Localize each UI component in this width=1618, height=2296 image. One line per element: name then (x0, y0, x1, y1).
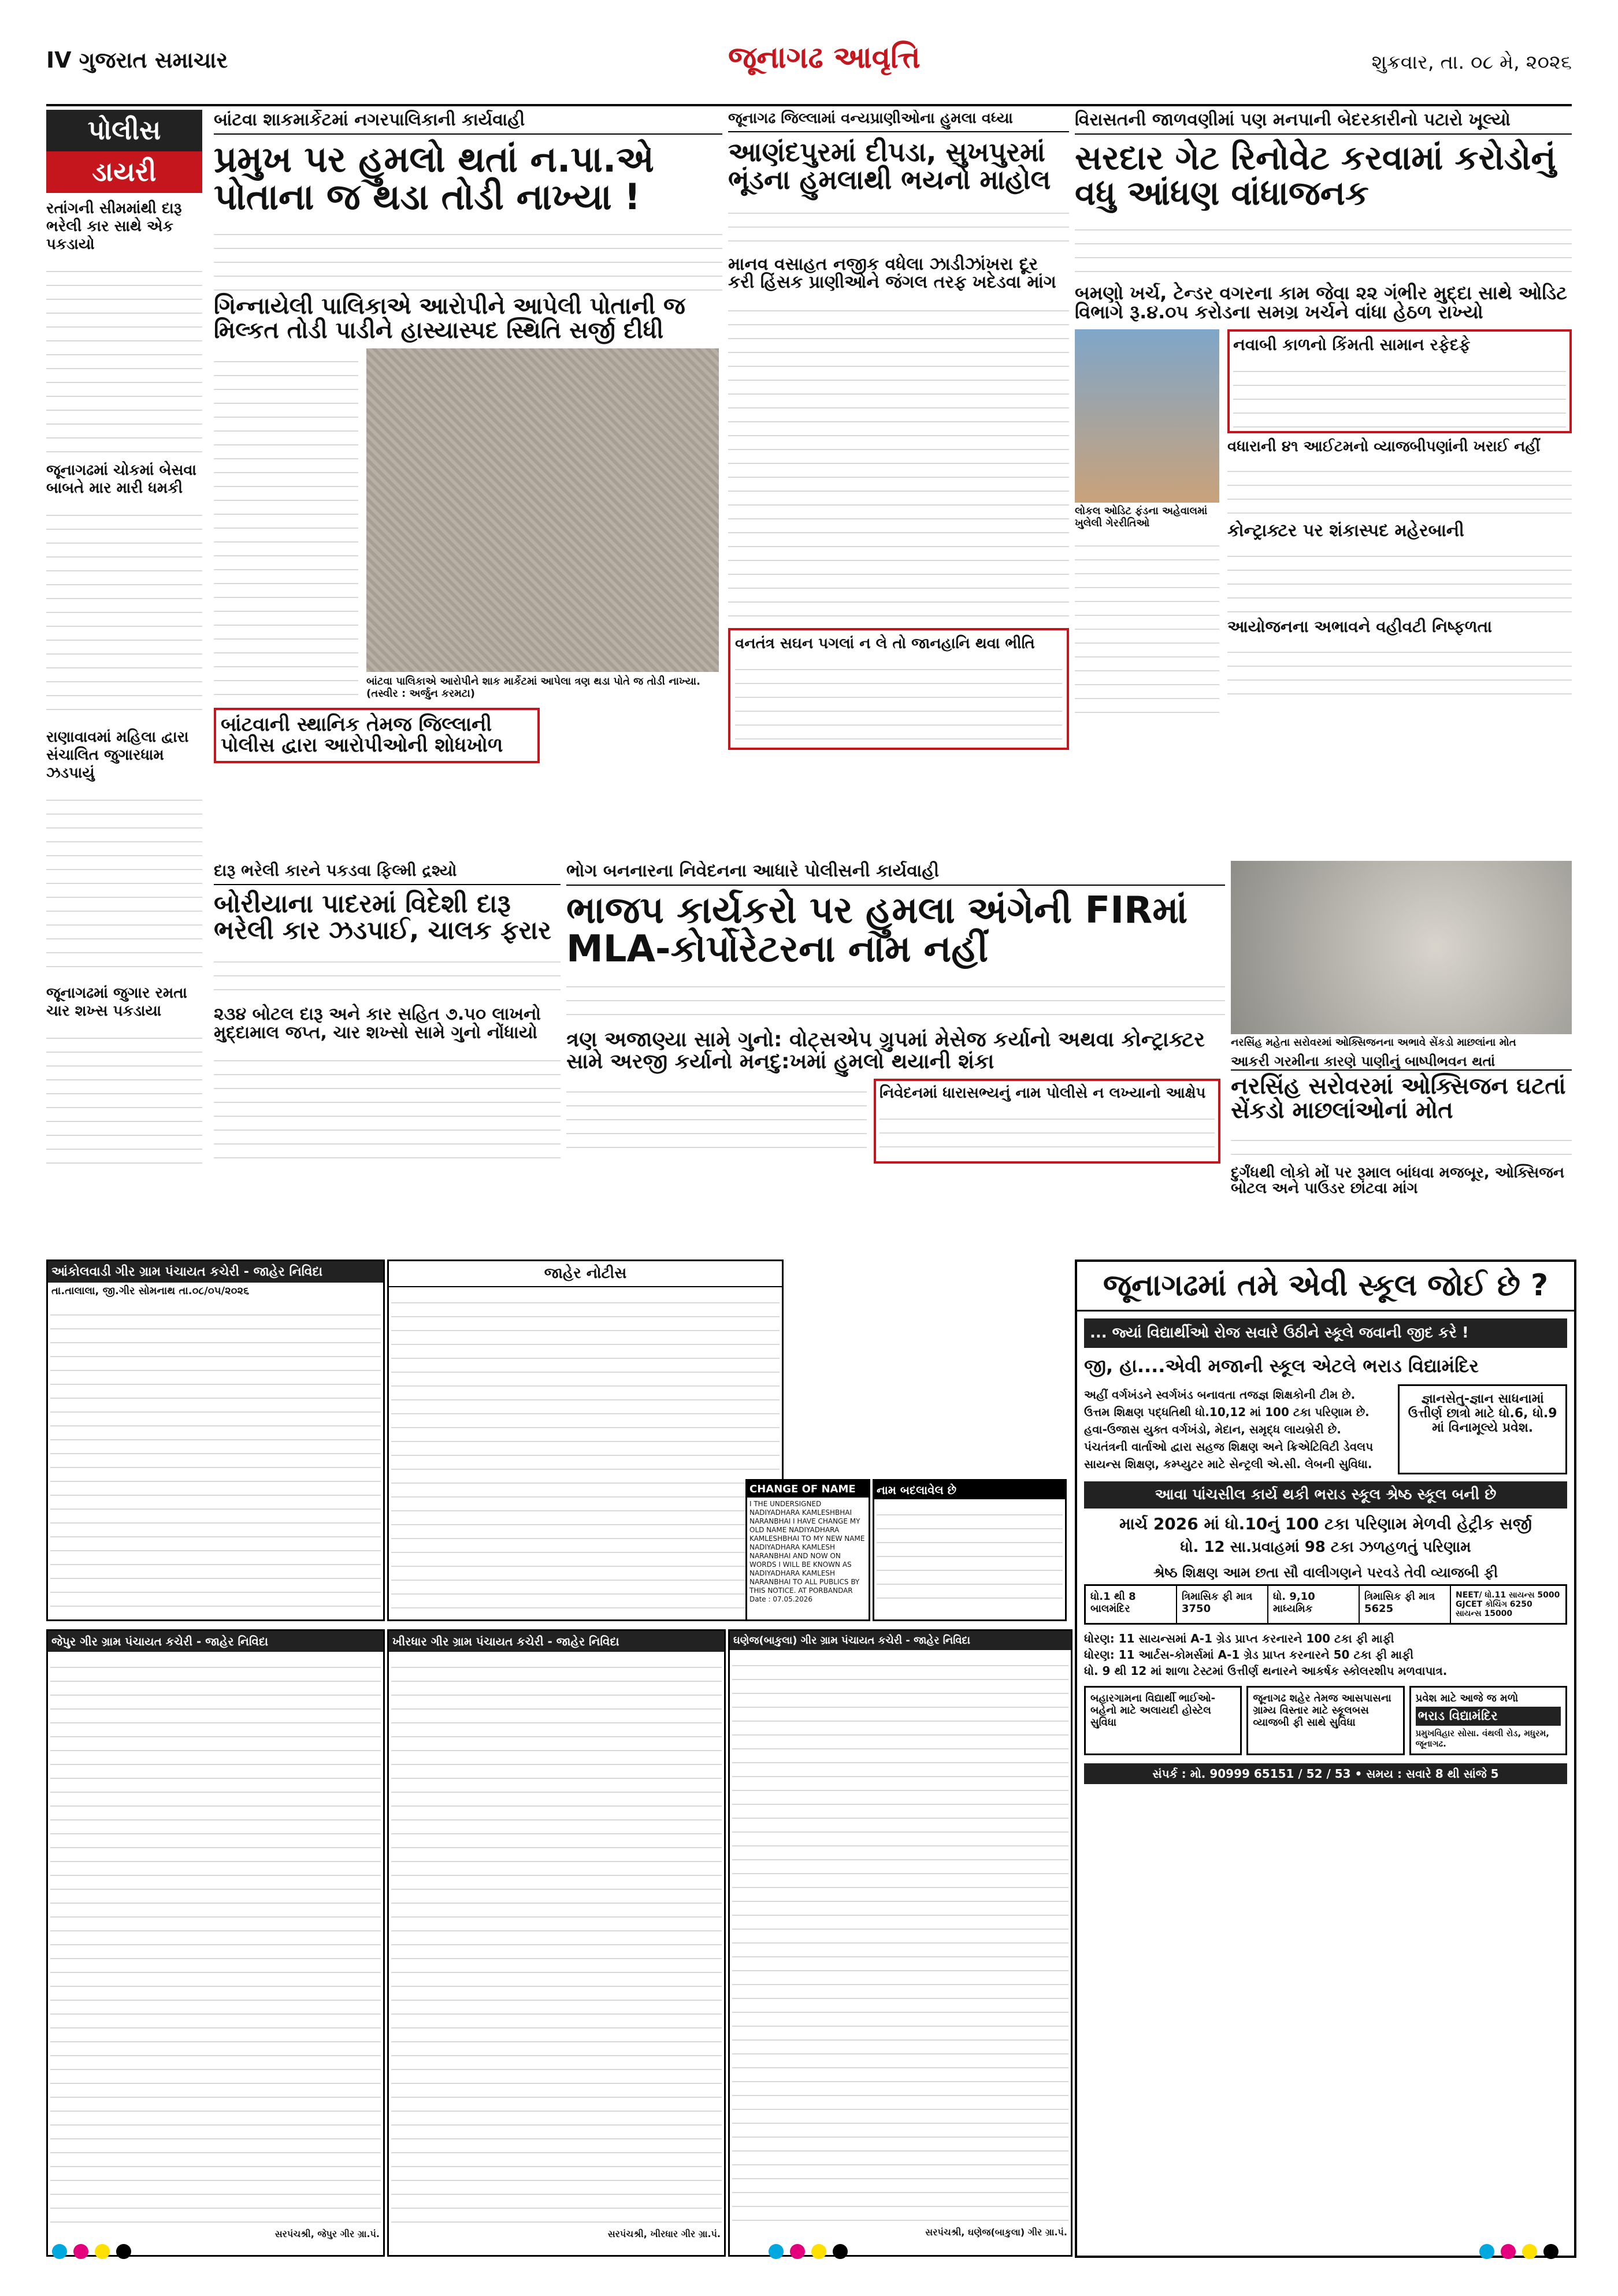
newspaper-name: IV ગુજરાત સમાચાર (46, 47, 228, 73)
story4-body (214, 1047, 561, 1163)
story6-subhead: દુર્ગંધથી લોકો મોં પર રૂમાલ બાંધવા મજબૂર, ઓક્સિજન બોટલ અને પાઉડર છાંટવા માંગ (1231, 1164, 1565, 1198)
police-diary-column (46, 110, 202, 1248)
story6-headline: નરસિંહ સરોવરમાં ઓક્સિજન ઘટતાં સેંકડો માછલાંઓનાં મોત (1231, 1073, 1566, 1124)
ad-bullet: હવા-ઉજાસ યુક્ત વર્ગખંડો, મેદાન, સમૃદ્ધ લાયબ્રેરી છે. (1084, 1422, 1341, 1436)
police-headline-1: રતાંગની સીમમાંથી દારૂ ભરેલી કાર સાથે એક પકડાયો (46, 200, 182, 253)
bharad-school-ad (1075, 1260, 1576, 2258)
police-tag: પોલીસ (46, 110, 202, 151)
ad-school-name: ભરાડ વિદ્યામંદિર (1416, 1707, 1561, 1726)
ad-bullet: અહીં વર્ગખંડને સ્વર્ગખંડ બનાવતા તજજ્ઞ શિક્ષકોની ટીમ છે. (1084, 1387, 1356, 1402)
ad-bus-box: જૂનાગઢ શહેર તેમજ આસપાસના ગ્રામ્ય વિસ્તાર માટે સ્કૂલબસ વ્યાજબી ફી સાથે સુવિધા (1246, 1686, 1404, 1755)
ad-result1: માર્ચ 2026 માં ધો.10નું 100 ટકા પરિણામ મેળવી હેટ્રીક સર્જી (1119, 1514, 1532, 1533)
edition-title: જૂનાગઢ આવૃત્તિ (728, 40, 921, 75)
fee-cell: NEET/ ધો.11 સાયન્સ 5000 GJCET કોચિંગ 6250 સાયન્સ 15000 (1456, 1590, 1560, 1618)
black-dot (833, 2244, 848, 2259)
market-stall-photo (366, 348, 719, 672)
police-body-3 (46, 787, 202, 978)
story3-subhead: બમણો ખર્ચ, ટેન્ડર વગરના કામ જેવા ૨૨ ગંભીર મુદ્દા સાથે ઓડિટ વિભાગે રૂ.૪.૦૫ કરોડના સમગ્ર ખર્ચને વાંધા હેઠળ રાખ્યો (1075, 281, 1567, 324)
story2-intro (728, 200, 1069, 252)
story4-headline: બોરીયાના પાદરમાં વિદેશી દારૂ ભરેલી કાર ઝડપાઈ, ચાલક ફરાર (214, 889, 551, 946)
ad-bullet: ઉત્તમ શિક્ષણ પદ્ધતિથી ધો.10,12 માં 100 ટકા પરિણામ છે. (1084, 1405, 1370, 1419)
tender2-sign: સરપંચશ્રી, જેપુર ગીર ગ્રા.પં. (274, 2228, 380, 2239)
ad-hostel-box: બહારગામના વિદ્યાર્થી ભાઈઓ-બહેનો માટે અલાયદી હોસ્ટેલ સુવિધા (1084, 1686, 1242, 1755)
diary-tag: ડાયરી (46, 151, 202, 193)
story5-headline: ભાજપ કાર્યકરો પર હુમલા અંગેની FIRમાં MLA-કોર્પોરેટરના નામ નહીં (566, 889, 1188, 971)
story3-h4: આયોજનના અભાવને વહીવટી નિષ્ફળતા (1227, 616, 1493, 636)
story2-kicker: જૂનાગઢ જિલ્લામાં વન્યપ્રાણીઓના હુમલા વધ્યા (728, 110, 1069, 132)
story3-box1: નવાબી કાળનો કિંમતી સામાન રફેદફે (1233, 335, 1471, 354)
police-headline-4: જૂનાગઢમાં જુગાર રમતા ચાર શખ્સ પકડાયા (46, 984, 187, 1020)
story3-h2-body (1227, 458, 1572, 516)
story4-subhead: ૨૩૪ બોટલ દારૂ અને કાર સહિત ૭.૫૦ લાખનો મુદ્દામાલ જપ્ત, ચાર શખ્સો સામે ગુનો નોંધાયો (214, 1004, 541, 1043)
tender-khirdhar (387, 1629, 726, 2257)
story-bantva (214, 110, 722, 855)
change-name-title: CHANGE OF NAME (747, 1481, 869, 1498)
yellow-dot (1522, 2244, 1537, 2259)
story-sardar-gate (1075, 110, 1572, 855)
name-change-body (877, 1502, 1063, 1606)
fee-cell: ધો. 9,10 માધ્યમિક (1268, 1586, 1360, 1623)
tender-ghanej (728, 1629, 1073, 2257)
dead-fish-photo (1231, 861, 1572, 1034)
change-name-text: I THE UNDERSIGNED NADIYADHARA KAMLESHBHAI NARANBHAI I HAVE CHANGE MY OLD NAME NADIYADHARA KAMLESHBHAI TO MY NEW NAME NADIYADHARA KAMLESH NARANBHAI AND NOW ON WORDS I WILL BE KNOWN AS NADIYADHARA KAMLESH NARANBHAI TO ALL PUBLICS BY THIS NOTICE. AT PORBANDAR Date : 07.05.2026 (749, 1500, 865, 1603)
ad-title: જૂનાગઢમાં તમે એવી સ્કૂલ જોઈ છે ? (1077, 1262, 1574, 1312)
story5-subhead: ત્રણ અજાણ્યા સામે ગુનો: વોટ્સએપ ગ્રુપમાં મેસેજ કર્યાનો અથવા કોન્ટ્રાક્ટર સામે અરજી કર્યાનો મનદુ:ખમાં હુમલો થયાની શંકા (566, 1028, 1205, 1074)
story3-h4-body (1227, 639, 1572, 697)
yellow-dot (811, 2244, 826, 2259)
change-of-name (745, 1479, 870, 1621)
ad-result2: ધો. 12 સા.પ્રવાહમાં 98 ટકા ઝળહળતું પરિણામ (1180, 1538, 1471, 1556)
black-dot (1543, 2244, 1558, 2259)
story3-h2: વધારાની ૪૧ આઈટમનો વ્યાજબીપણાંની ખરાઈ નહીં (1227, 437, 1541, 455)
ad-scholar3: ધો. 9 થી 12 માં શાળા ટેસ્ટમાં ઉત્તીર્ણ થનારને આકર્ષક સ્કોલરશીપ મળવાપાત્ર. (1084, 1663, 1448, 1678)
story3-kicker: વિરાસતની જાળવણીમાં પણ મનપાની બેદરકારીનો પટારો ખૂલ્યો (1075, 110, 1572, 135)
issue-date: શુક્રવાર, તા. ૦૮ મે, ૨૦૨૬ (1371, 51, 1572, 74)
story3-box1-body (1233, 358, 1566, 428)
ad-line2: જી, હા....એવી મજાની સ્કૂલ એટલે ભરાડ વિદ્યામંદિર (1084, 1354, 1479, 1377)
public-notice (387, 1260, 784, 1621)
story3-h3-body (1227, 543, 1572, 612)
page-header (46, 35, 1572, 106)
police-body-1 (46, 258, 202, 455)
magenta-dot (790, 2244, 805, 2259)
registration-marks-right (1479, 2244, 1562, 2261)
tender1-title: આંકોલવાડી ગીર ગ્રામ પંચાયત કચેરી - જાહેર નિવિદા (48, 1261, 383, 1283)
tender3-sign: સરપંચશ્રી, ખીરધાર ગીર ગ્રા.પં. (607, 2228, 721, 2239)
public-notice-body (391, 1290, 780, 1613)
fee-cell: ધો.1 થી 8 બાલમંદિર (1086, 1586, 1177, 1623)
story5-intro (566, 974, 1225, 1026)
yellow-dot (95, 2244, 110, 2259)
story2-subhead: માનવ વસાહત નજીક વધેલા ઝાડીઝાંખરા દૂર કરી હિંસક પ્રાણીઓને જંગલ તરફ ખદેડવા માંગ (728, 254, 1056, 293)
story3-h3: કોન્ટ્રાક્ટર પર શંકાસ્પદ મહેરબાની (1227, 520, 1464, 541)
fee-cell: ત્રિમાસિક ફી માત્ર 5625 (1360, 1586, 1451, 1623)
story2-body (728, 298, 1069, 621)
police-body-4 (46, 1025, 202, 1175)
story2-box-body (735, 656, 1062, 743)
ad-address: પ્રમુખવિહાર સોસા. વંથલી રોડ, મધુરમ, જૂનાગઢ. (1415, 1727, 1550, 1749)
story3-body-left (1075, 533, 1219, 723)
story5-body (566, 1079, 867, 1160)
tender2-title: જેપુર ગીર ગ્રામ પંચાયત કચેરી - જાહેર નિવિદા (48, 1631, 383, 1652)
tender3-body (391, 1654, 722, 2226)
story5-kicker: ભોગ બનનારના નિવેદનના આધારે પોલીસની કાર્યવાહી (566, 861, 1225, 886)
tender4-sign: સરપંચશ્રી, ઘણેજ(બાકુલા) ગીર ગ્રા.પં. (925, 2227, 1067, 2238)
police-headline-3: રાણાવાવમાં મહિલા દ્વારા સંચાલિત જુગારધામ ઝડપાયું (46, 729, 189, 782)
story3-caption: લોકલ ઓડિટ ફંડના અહેવાલમાં ખુલેલી ગેરરીતિઓ (1075, 504, 1208, 529)
story-narsinh-lake (1231, 861, 1572, 1254)
public-notice-title: જાહેર નોટીસ (389, 1261, 782, 1287)
story-wildlife (728, 110, 1069, 855)
story6-caption: નરસિંહ મહેતા સરોવરમાં ઓક્સિજનના અભાવે સેંકડો માછલાંના મોત (1231, 1036, 1516, 1049)
name-change-gujarati (873, 1479, 1067, 1621)
police-headline-2: જૂનાગઢમાં ચોકમાં બેસવા બાબતે માર મારી ધમકી (46, 462, 196, 497)
ad-scholar2: ધોરણ: 11 આર્ટસ-કોમર્સમાં A-1 ગ્રેડ પ્રાપ્ત કરનારને 50 ટકા ફી માફી (1084, 1647, 1414, 1662)
cyan-dot (769, 2244, 784, 2259)
registration-marks-left (52, 2244, 135, 2261)
name-change-title: નામ બદલાવેલ છે (874, 1481, 1065, 1499)
story6-kicker: આકરી ગરમીના કારણે પાણીનું બાષ્પીભવન થતાં (1231, 1053, 1572, 1071)
ad-admission-title: પ્રવેશ માટે આજે જ મળો (1415, 1692, 1519, 1704)
police-body-2 (46, 502, 202, 722)
story3-intro (1075, 217, 1572, 280)
tender3-title: ખીરધાર ગીર ગ્રામ પંચાયત કચેરી - જાહેર નિવિદા (389, 1631, 724, 1652)
black-dot (116, 2244, 131, 2259)
ad-bullet: પંચતંત્રની વાર્તાઓ દ્વારા સહજ શિક્ષણ અને ક્રિએટિવિટી ડેવલપ (1084, 1439, 1374, 1454)
ad-scholar1: ધોરણ: 11 સાયન્સમાં A-1 ગ્રેડ પ્રાપ્ત કરનારને 100 ટકા ફી માફી (1084, 1631, 1394, 1645)
story1-body (214, 348, 358, 695)
ad-band: આવા પાંચસીલ કાર્ય થકી ભરાડ સ્કૂલ શ્રેષ્ઠ સ્કૂલ બની છે (1084, 1481, 1567, 1509)
story5-box-body (879, 1106, 1215, 1158)
story1-caption: બાંટવા પાલિકાએ આરોપીને શાક માર્કેટમાં આપેલા ત્રણ થડા પોતે જ તોડી નાખ્યા. (તસ્વીર : અર્જુન કરમટા) (366, 675, 700, 700)
story1-kicker: બાંટવા શાકમાર્કેટમાં નગરપાલિકાની કાર્યવાહી (214, 110, 722, 135)
ad-contact: સંપર્ક : મો. 90999 65151 / 52 / 53 • સમય : સવારે 8 થી સાંજે 5 (1084, 1763, 1567, 1784)
tender-jepur (46, 1629, 385, 2257)
story4-kicker: દારૂ ભરેલી કારને પકડવા ફિલ્મી દ્રશ્યો (214, 861, 561, 885)
cyan-dot (52, 2244, 67, 2259)
story5-box: નિવેદનમાં ધારાસભ્યનું નામ પોલીસે ન લખ્યાનો આક્ષેપ (879, 1084, 1206, 1102)
tender4-title: ઘણેજ(બાકુલા) ગીર ગ્રામ પંચાયત કચેરી - જાહેર નિવિદા (730, 1631, 1071, 1650)
story3-headline: સરદાર ગેટ રિનોવેટ કરવામાં કરોડોનું વધુ આંધણ વાંધાજનક (1075, 138, 1556, 213)
story2-box: વનતંત્ર સઘન પગલાં ન લે તો જાનહાનિ થવા ભીતિ (735, 634, 1035, 652)
story4-intro (214, 949, 561, 1001)
story6-body (1231, 1127, 1572, 1162)
story-boriya (214, 861, 561, 1254)
ad-bullet: સાયન્સ શિક્ષણ, કમ્પ્યુટર માટે સેન્ટ્રલી એ.સી. લેબની સુવિધા. (1084, 1457, 1372, 1471)
story-bjp-fir (566, 861, 1225, 1254)
tender2-body (50, 1654, 381, 2226)
tender-ankolvadi (46, 1260, 385, 1621)
magenta-dot (73, 2244, 88, 2259)
tender1-body (50, 1302, 381, 1614)
story1-subhead: ગિન્નાયેલી પાલિકાએ આરોપીને આપેલી પોતાની જ મિલ્કત તોડી પાડીને હાસ્યાસ્પદ સ્થિતિ સર્જી દીધી (214, 293, 685, 344)
ad-line1: ... જ્યાં વિદ્યાર્થીઓ રોજ સવારે ઉઠીને સ્કૂલે જવાની જીદ કરે ! (1084, 1318, 1567, 1348)
tender1-sub: તા.તાલાલા, જી.ગીર સોમનાથ તા.૦૮/૦૫/૨૦૨૬ (51, 1285, 250, 1297)
tender4-body (732, 1652, 1068, 2224)
cyan-dot (1479, 2244, 1494, 2259)
registration-marks-center (769, 2244, 851, 2261)
ad-side-box: જ્ઞાનસેતુ-જ્ઞાન સાધનામાં ઉત્તીર્ણ છાત્રો માટે ધો.6, ધો.9 માં વિનામૂલ્યે પ્રવેશ. (1398, 1384, 1567, 1474)
story1-headline: પ્રમુખ પર હુમલો થતાં ન.પા.એ પોતાના જ થડા તોડી નાખ્યા ! (214, 138, 654, 218)
ad-fee-title: શ્રેષ્ઠ શિક્ષણ આમ છતા સૌ વાલીગણને પરવડે તેવી વ્યાજબી ફી (1153, 1564, 1498, 1581)
story1-box: બાંટવાની સ્થાનિક તેમજ જિલ્લાની પોલીસ દ્વારા આરોપીઓની શોધખોળ (221, 713, 503, 757)
sardar-gate-photo (1075, 329, 1219, 503)
magenta-dot (1501, 2244, 1516, 2259)
fee-cell: ત્રિમાસિક ફી માત્ર 3750 (1177, 1586, 1268, 1623)
story2-headline: આણંદપુરમાં દીપડા, સુખપુરમાં ભૂંડના હુમલાથી ભયનો માહોલ (728, 136, 1051, 196)
story1-intro (214, 221, 722, 291)
